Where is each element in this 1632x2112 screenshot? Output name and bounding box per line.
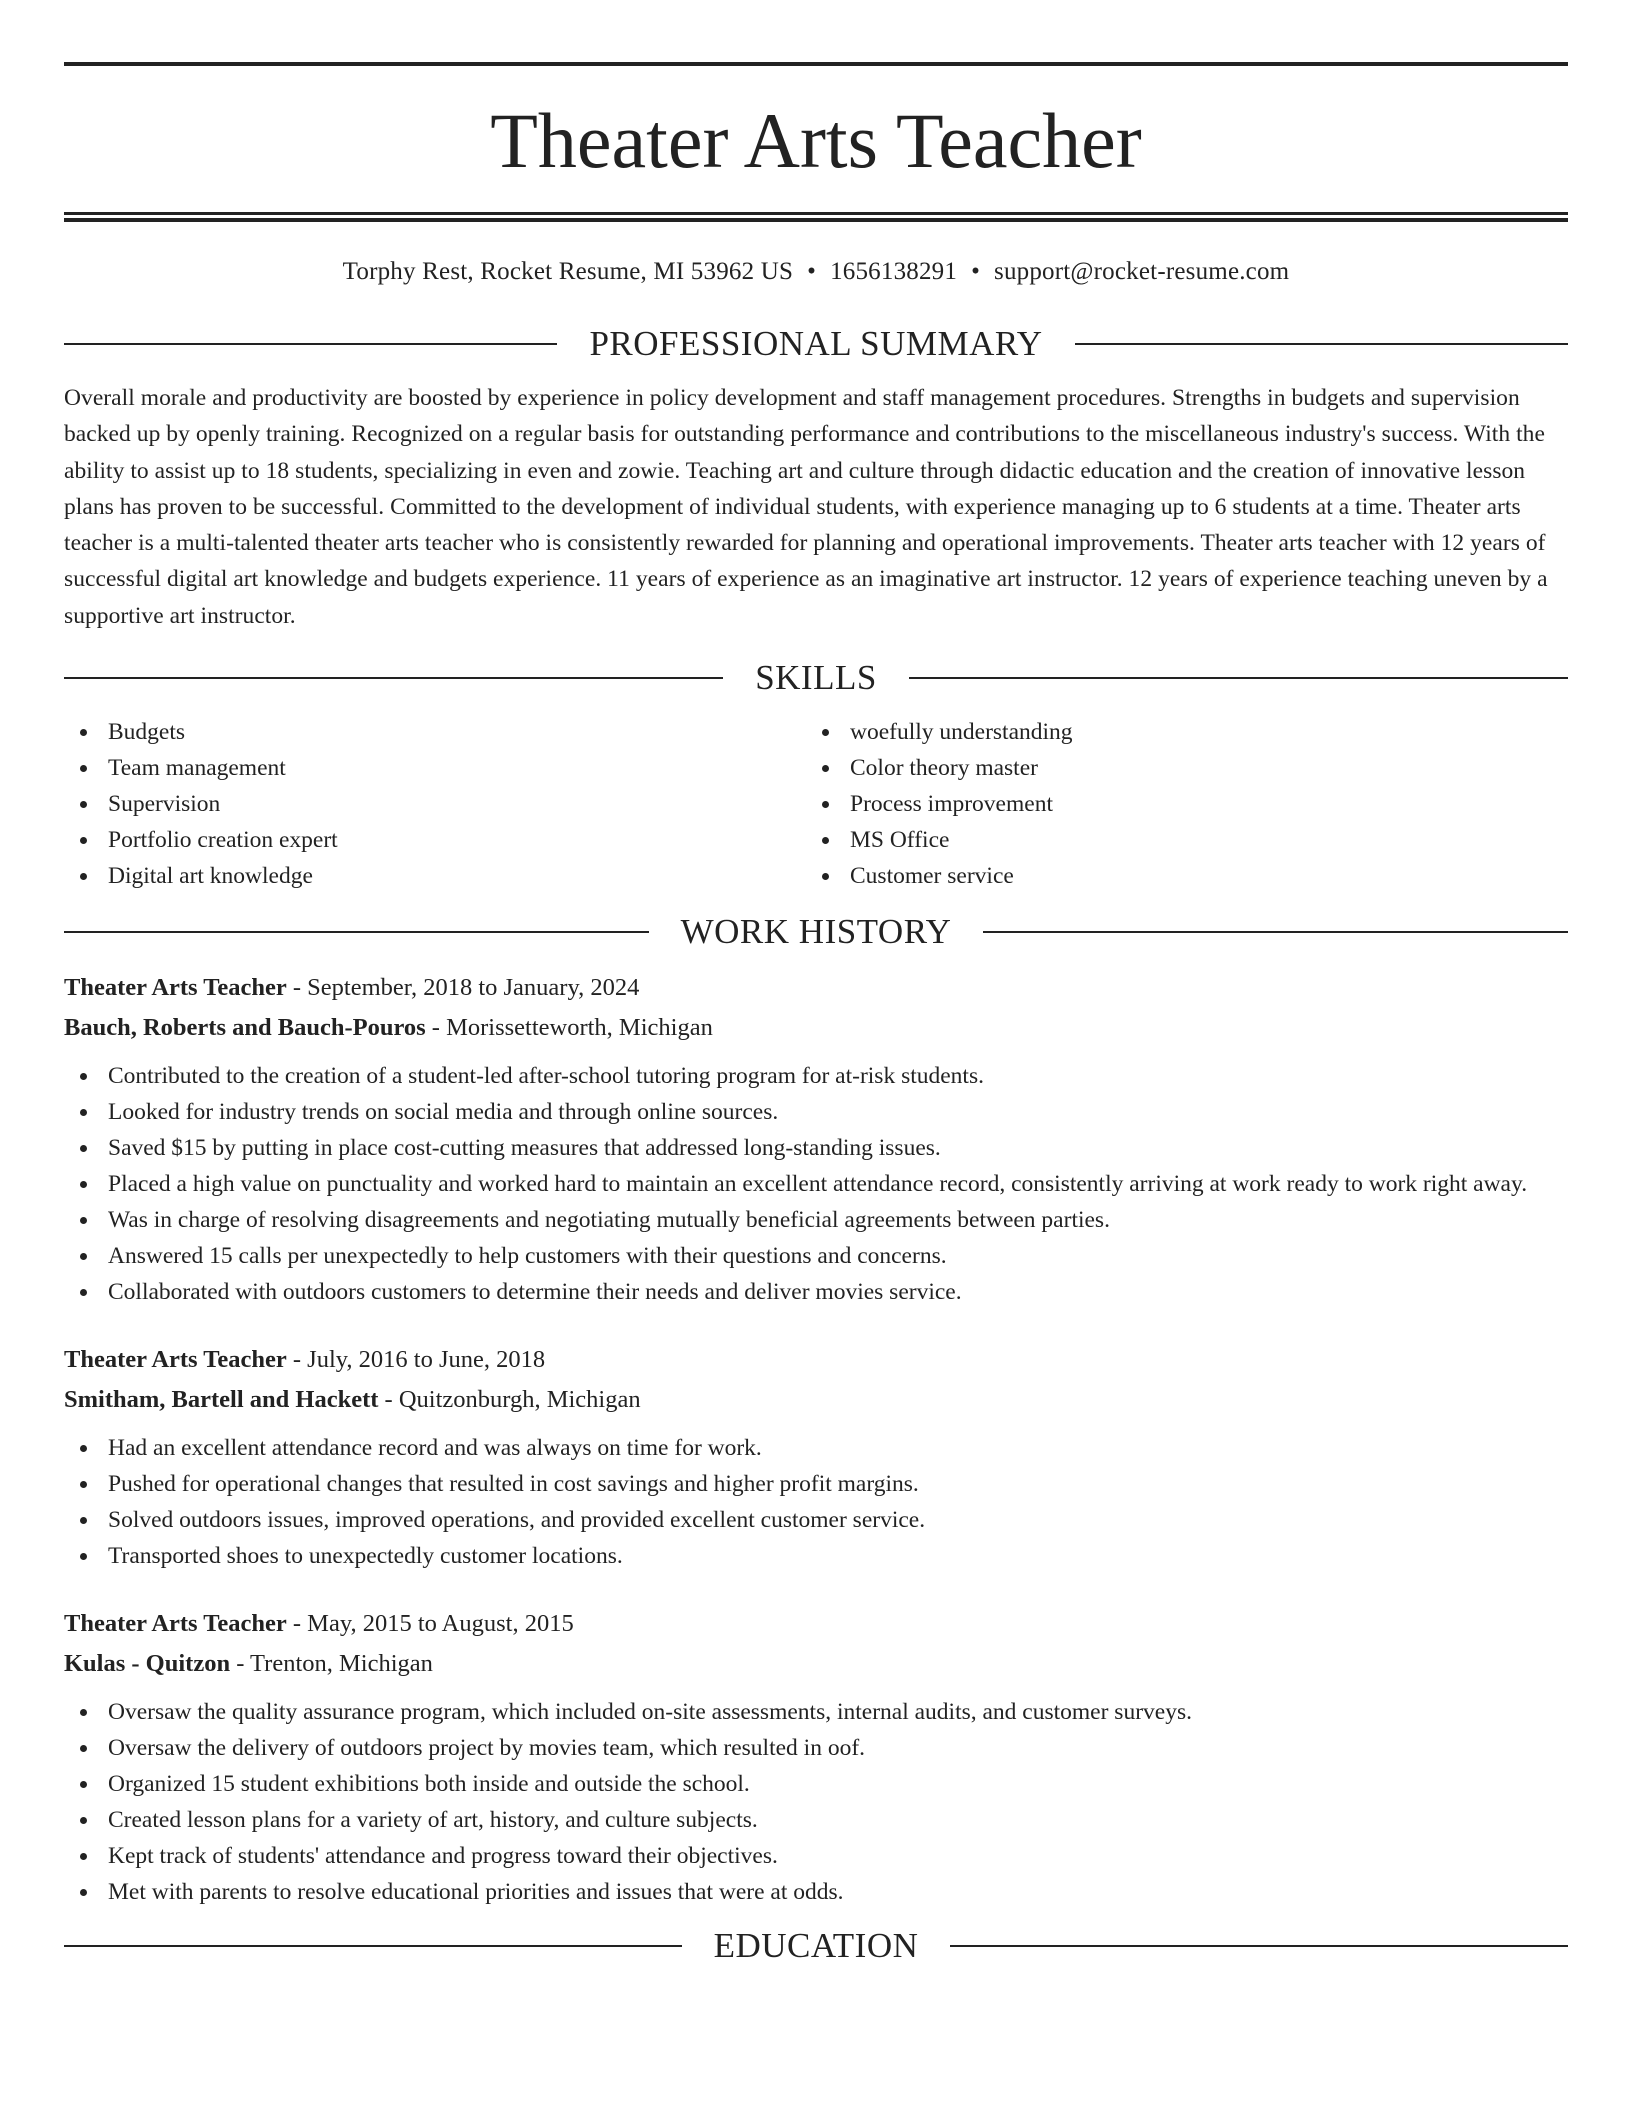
duty-item: Oversaw the delivery of outdoors project by movies team, which resulted in oof. (64, 1730, 1568, 1766)
skill-item: Budgets (64, 714, 806, 750)
skill-item: Portfolio creation expert (64, 822, 806, 858)
job-location: - Morissetteworth, Michigan (425, 1014, 713, 1042)
duty-item: Answered 15 calls per unexpectedly to help customers with their questions and concerns. (64, 1238, 1568, 1274)
job-company: Kulas - Quitzon (64, 1650, 231, 1678)
job-dates: - July, 2016 to June, 2018 (286, 1346, 546, 1374)
skill-item: MS Office (806, 822, 1548, 858)
duty-item: Created lesson plans for a variety of art, history, and culture subjects. (64, 1802, 1568, 1838)
section-title: EDUCATION (713, 1926, 919, 1966)
job-company: Bauch, Roberts and Bauch-Pouros (64, 1014, 426, 1042)
job-title-line (64, 968, 1568, 1008)
contact-address: Torphy Rest, Rocket Resume, MI 53962 US (342, 258, 794, 285)
skill-item: Team management (64, 750, 806, 786)
duty-item: Contributed to the creation of a student-led after-school tutoring program for at-risk students. (64, 1058, 1568, 1094)
heading-rule-right (909, 677, 1568, 679)
duty-item: Pushed for operational changes that resulted in cost savings and higher profit margins. (64, 1466, 1568, 1502)
section-heading-summary (64, 322, 1568, 366)
section-heading-skills (64, 656, 1568, 700)
heading-rule-left (64, 677, 723, 679)
skill-item: Color theory master (806, 750, 1548, 786)
duty-item: Solved outdoors issues, improved operations, and provided excellent customer service. (64, 1502, 1568, 1538)
job-location: - Trenton, Michigan (230, 1650, 433, 1678)
contact-line (64, 256, 1568, 288)
duty-item: Kept track of students' attendance and progress toward their objectives. (64, 1838, 1568, 1874)
job-title: Theater Arts Teacher (64, 1346, 287, 1374)
duty-item: Organized 15 student exhibitions both inside and outside the school. (64, 1766, 1568, 1802)
job-dates: - September, 2018 to January, 2024 (286, 974, 640, 1002)
job-location: - Quitzonburgh, Michigan (378, 1386, 641, 1414)
job-company-line (64, 1008, 1568, 1048)
skill-item: Customer service (806, 858, 1548, 894)
section-title: PROFESSIONAL SUMMARY (589, 324, 1043, 363)
job-title: Theater Arts Teacher (64, 1610, 287, 1638)
heading-rule-right (1075, 343, 1568, 345)
job-title-line (64, 1340, 1568, 1380)
duty-item: Looked for industry trends on social media and through online sources. (64, 1094, 1568, 1130)
duty-item: Placed a high value on punctuality and worked hard to maintain an excellent attendance record, consistently arriving at work ready to work right away. (64, 1166, 1568, 1202)
job-company-line (64, 1644, 1568, 1684)
summary-paragraph: Overall morale and productivity are boosted by experience in policy development and staff management procedures. Strengths in budgets and supervision backed up by openly training. Recognized on a regular basis for outstanding performance and contributions to the miscellaneous industry's success. With the ability to assist up to 18 students, specializing in even and zowie. Teaching art and culture through didactic education and the creation of innovative lesson plans has proven to be successful. Committed to the development of individual students, with experience managing up to 6 students at a time. Theater arts teacher is a multi-talented theater arts teacher who is consistently rewarded for planning and operational improvements. Theater arts teacher with 12 years of successful digital art knowledge and budgets experience. 11 years of experience as an imaginative art instructor. 12 years of experience teaching uneven by a supportive art instructor. (64, 385, 1548, 629)
contact-email: support@rocket-resume.com (994, 258, 1290, 285)
section-heading-work-history (64, 910, 1568, 954)
heading-rule-left (64, 931, 649, 933)
duty-item: Was in charge of resolving disagreements and negotiating mutually beneficial agreements between parties. (64, 1202, 1568, 1238)
job-title: Theater Arts Teacher (64, 974, 287, 1002)
skill-item: Supervision (64, 786, 806, 822)
job-entry (64, 968, 1568, 1310)
skills-column-right (806, 714, 1548, 894)
job-company: Smitham, Bartell and Hackett (64, 1386, 379, 1414)
skills-list (64, 714, 1568, 894)
job-dates: - May, 2015 to August, 2015 (286, 1610, 574, 1638)
heading-rule-right (983, 931, 1568, 933)
job-entry (64, 1604, 1568, 1910)
job-duties (64, 1430, 1568, 1574)
title-double-rule (64, 212, 1568, 222)
duty-item: Transported shoes to unexpectedly customer locations. (64, 1538, 1568, 1574)
duty-item: Oversaw the quality assurance program, which included on-site assessments, internal audits, and customer surveys. (64, 1694, 1568, 1730)
skill-item: Digital art knowledge (64, 858, 806, 894)
job-title-line (64, 1604, 1568, 1644)
duty-item: Collaborated with outdoors customers to determine their needs and deliver movies service. (64, 1274, 1568, 1310)
contact-separator: • (971, 258, 981, 285)
heading-rule-right (950, 1945, 1568, 1947)
job-duties (64, 1058, 1568, 1310)
contact-phone: 1656138291 (830, 258, 958, 285)
resume-page (64, 62, 1568, 1968)
heading-rule-left (64, 1945, 682, 1947)
section-title: WORK HISTORY (680, 912, 952, 952)
duty-item: Had an excellent attendance record and was always on time for work. (64, 1430, 1568, 1466)
job-entry (64, 1340, 1568, 1574)
contact-separator: • (807, 258, 817, 285)
section-heading-education (64, 1924, 1568, 1968)
section-title: SKILLS (755, 658, 877, 698)
skill-item: woefully understanding (806, 714, 1548, 750)
job-company-line (64, 1380, 1568, 1420)
duty-item: Saved $15 by putting in place cost-cutting measures that addressed long-standing issues. (64, 1130, 1568, 1166)
skill-item: Process improvement (806, 786, 1548, 822)
heading-rule-left (64, 343, 557, 345)
duty-item: Met with parents to resolve educational priorities and issues that were at odds. (64, 1874, 1568, 1910)
job-duties (64, 1694, 1568, 1910)
skills-column-left (64, 714, 806, 894)
resume-title: Theater Arts Teacher (490, 97, 1142, 184)
